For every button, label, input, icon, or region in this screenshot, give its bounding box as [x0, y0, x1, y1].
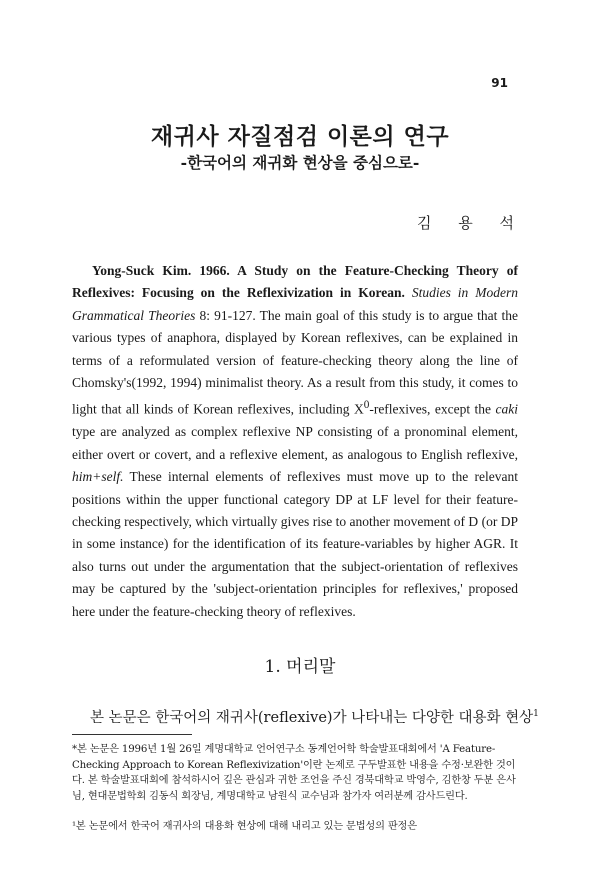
paper-subtitle: -한국어의 재귀화 현상을 중심으로-: [180, 153, 420, 172]
abstract-him-self: him+self.: [72, 469, 124, 485]
footnote-marker: 1: [533, 709, 539, 720]
section-heading: 1. 머리말: [264, 657, 336, 677]
abstract-pages: 8: 91-127.: [199, 307, 256, 323]
abstract-text-3: type are analyzed as complex reflexive NP consisting of a pronominal element, either overt or covert, and a reflexive element, as analogous to English reflexive,: [72, 424, 518, 462]
abstract-caki: caki: [495, 401, 519, 417]
author-name: 김 용 석: [416, 214, 514, 232]
abstract-journal: Studies in Modern Grammatical Theories: [72, 285, 519, 323]
paper-title: 재귀사 자질점검 이론의 연구: [150, 123, 450, 150]
footnote-divider: [72, 734, 192, 735]
abstract: [72, 260, 518, 623]
abstract-text-1: The main goal of this study is to argue that the various types of anaphora, displayed by Korean reflexives, can be explained in terms of a reformulated version of feature-checking theory along the line of Chomsky's(1992, 1994) minimalist theory. As a result from this study, it comes to light that all kinds of Korean reflexives, including X: [72, 307, 519, 417]
footnote-1: ¹본 논문에서 한국어 재귀사의 대용화 현상에 대해 내리고 있는 문법성의 판정은: [72, 821, 417, 832]
abstract-text-2: -reflexives, except the: [369, 401, 496, 417]
abstract-x0-superscript: 0: [363, 399, 370, 412]
body-paragraph: [72, 706, 539, 727]
abstract-text-4: These internal elements of reflexives must move up to the relevant positions within the upper functional category DP at LF level for their feature-checking respectively, which virtually gives rise to another movement of D (or DP in some instance) for the identification of its feature-variables by higher AGR. It also turns out under the argumentation that the subject-orientation of reflexives may be captured by the 'subject-orientation principles for reflexives,' proposed here under the feature-checking theory of reflexives.: [72, 469, 518, 619]
page-number: 91: [491, 76, 508, 90]
footnote-star: *본 논문은 1996년 1월 26일 계명대학교 언어연구소 동계언어학 학술발표대회에서 'A Feature-Checking Approach to Korean Reflexivization'이란 논제로 구두발표한 내용을 수정·보완한 것이다. 본 학술발표대회에 참석하시어 깊은 관심과 귀한 조언을 주신 경북대학교 박영수, 김한창 두분 은사님, 현대문법학회 김동식 회장님, 계명대학교 남원식 교수님과 참가자 여러분께 감사드린다.: [72, 744, 516, 802]
abstract-citation: Yong-Suck Kim. 1966. A Study on the Feature-Checking Theory of Reflexives: Focusing on the Reflexivization in Korean.: [72, 263, 518, 301]
body-first-line: 본 논문은 한국어의 재귀사(reflexive)가 나타내는 다양한 대용화 현상: [90, 710, 534, 726]
